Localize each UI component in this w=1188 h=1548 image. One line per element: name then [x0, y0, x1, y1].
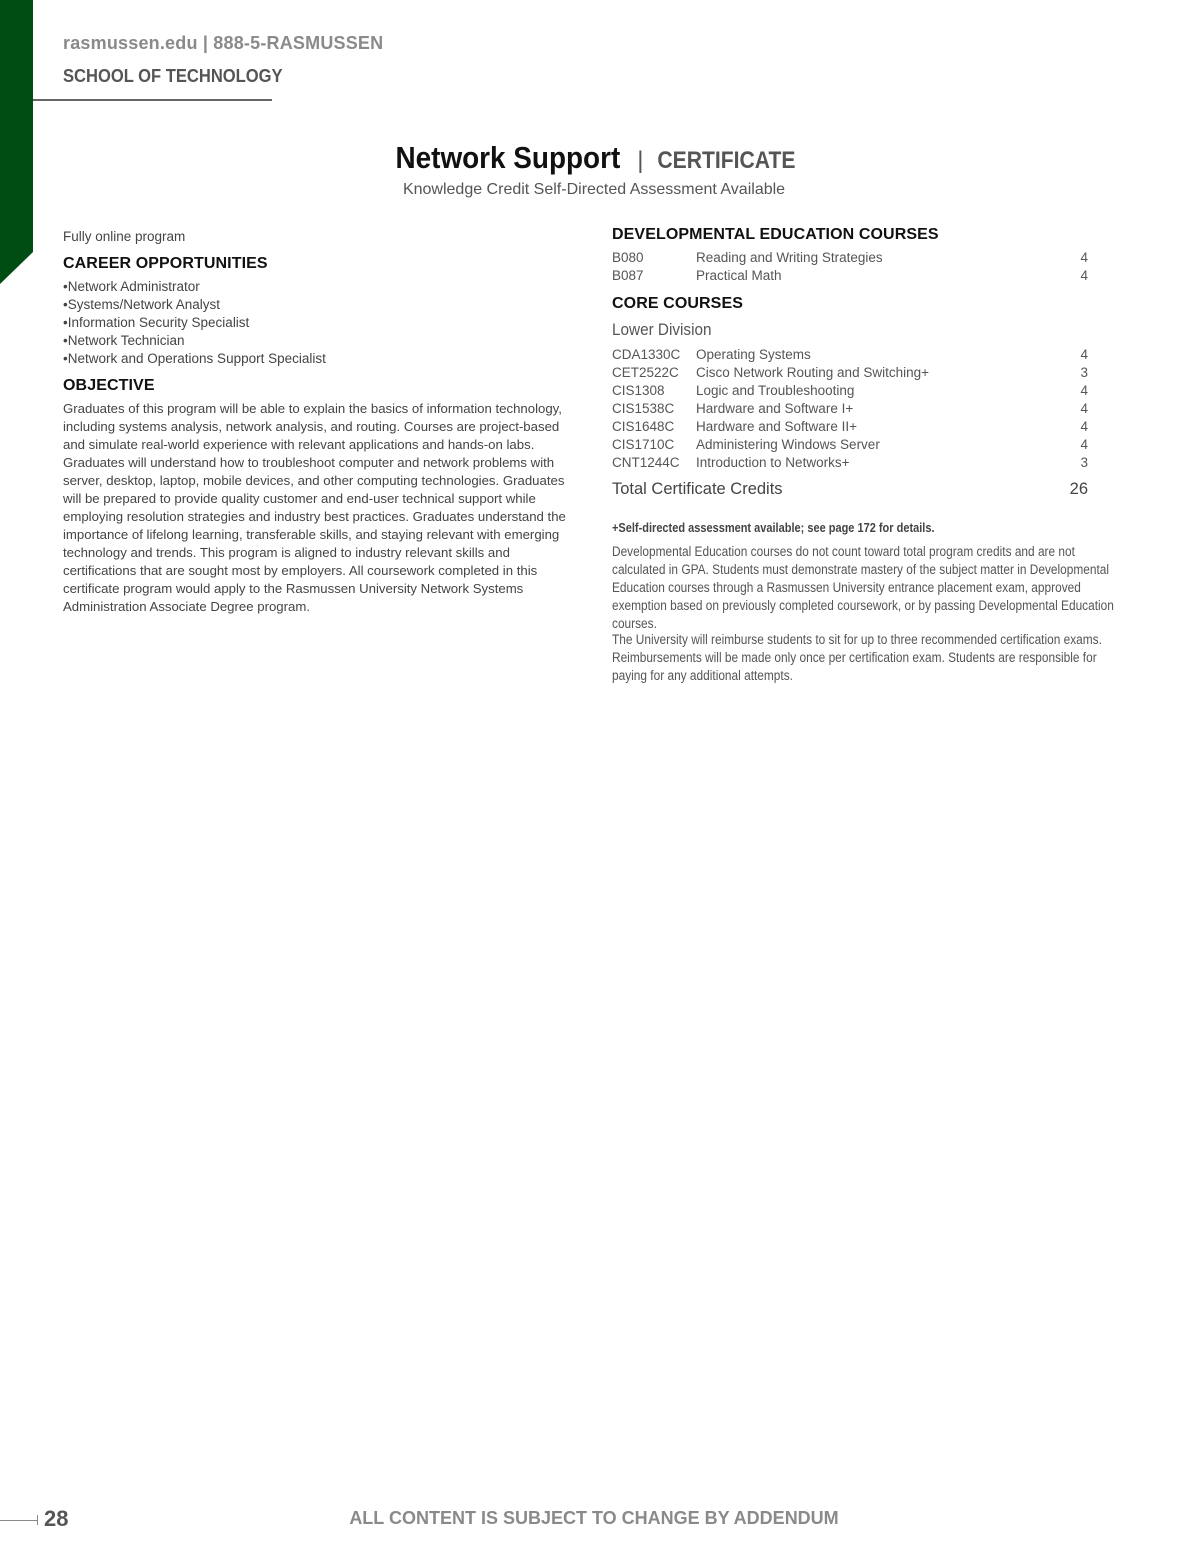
course-code: B087	[612, 268, 644, 283]
course-credits: 3	[1080, 455, 1088, 470]
table-row	[612, 436, 1088, 454]
assessment-note: +Self-directed assessment available; see page 172 for details.	[612, 521, 935, 535]
page-title	[0, 140, 1188, 176]
right-column	[612, 226, 1132, 685]
list-item: • Network Technician	[63, 332, 583, 350]
course-code: CNT1244C	[612, 455, 680, 470]
school-name: SCHOOL OF TECHNOLOGY	[63, 66, 283, 86]
course-credits: 4	[1080, 383, 1088, 398]
objective-heading: OBJECTIVE	[63, 377, 155, 394]
reimbursement-fine-print: The University will reimburse students to sit for up to three recommended certification exams. Reimbursements will be made only once per certification exam. Students are responsible for paying for any additional attempts.	[612, 632, 1102, 683]
total-credits-value: 26	[1069, 480, 1088, 498]
course-code: CIS1308	[612, 383, 665, 398]
table-row	[612, 346, 1088, 364]
course-credits: 3	[1080, 365, 1088, 380]
site-contact-line[interactable]: rasmussen.edu | 888-5-RASMUSSEN	[63, 33, 384, 53]
delivery-mode: Fully online program	[63, 229, 186, 244]
course-credits: 4	[1080, 437, 1088, 452]
objective-text: Graduates of this program will be able to explain the basics of information technology, including systems analysis, network analysis, and routing. Courses are project-based and simulate real-world experience with relevant applications and hands-on labs. Graduates will understand how to troubleshoot computer and network problems with server, desktop, laptop, mobile devices, and other computing technologies. Graduates will be prepared to provide quality customer and end-user technical support while employing resolution strategies and industry best practices. Graduates understand the importance of lifelong learning, transferable skills, and staying relevant with emerging technology and trends. This program is aligned to industry relevant skills and certifications that are sought most by employers. All coursework completed in this certificate program would apply to the Rasmussen University Network Systems Administration Associate Degree program.	[63, 401, 566, 614]
course-name: Practical Math	[696, 268, 782, 283]
course-code: CIS1538C	[612, 401, 675, 416]
page-subtitle: Knowledge Credit Self-Directed Assessment Available	[402, 181, 786, 198]
page-number: 28	[44, 1506, 69, 1531]
course-name: Logic and Troubleshooting	[696, 383, 855, 398]
list-item: • Network and Operations Support Specialist	[63, 350, 583, 368]
list-item: • Network Administrator	[63, 278, 583, 296]
header-divider	[33, 99, 272, 101]
program-type: CERTIFICATE	[657, 147, 796, 174]
table-row	[612, 364, 1088, 382]
course-credits: 4	[1080, 419, 1088, 434]
table-row	[612, 382, 1088, 400]
course-code: CDA1330C	[612, 347, 681, 362]
dev-courses-heading: DEVELOPMENTAL EDUCATION COURSES	[612, 226, 939, 243]
left-column	[63, 228, 583, 616]
course-credits: 4	[1080, 250, 1088, 265]
course-name: Reading and Writing Strategies	[696, 250, 883, 265]
table-row	[612, 267, 1088, 285]
table-row	[612, 418, 1088, 436]
course-code: CIS1710C	[612, 437, 675, 452]
core-courses-heading: CORE COURSES	[612, 295, 743, 312]
career-list	[63, 278, 583, 368]
dev-course-table	[612, 249, 1132, 285]
course-credits: 4	[1080, 347, 1088, 362]
course-name: Hardware and Software II+	[696, 419, 857, 434]
total-credits-label: Total Certificate Credits	[612, 480, 783, 498]
course-credits: 4	[1080, 401, 1088, 416]
total-credits-row	[612, 480, 1088, 499]
table-row	[612, 249, 1088, 267]
core-course-table	[612, 346, 1132, 472]
course-name: Cisco Network Routing and Switching+	[696, 365, 929, 380]
table-row	[612, 454, 1088, 472]
course-credits: 4	[1080, 268, 1088, 283]
course-name: Hardware and Software I+	[696, 401, 854, 416]
lower-division-label: Lower Division	[612, 320, 712, 339]
course-code: B080	[612, 250, 644, 265]
course-name: Introduction to Networks+	[696, 455, 850, 470]
title-separator: |	[637, 147, 644, 174]
footer-notice: ALL CONTENT IS SUBJECT TO CHANGE BY ADDENDUM	[349, 1508, 839, 1528]
course-code: CIS1648C	[612, 419, 675, 434]
course-name: Operating Systems	[696, 347, 811, 362]
career-heading: CAREER OPPORTUNITIES	[63, 255, 268, 272]
course-code: CET2522C	[612, 365, 679, 380]
program-name: Network Support	[395, 140, 621, 175]
list-item: • Information Security Specialist	[63, 314, 583, 332]
course-name: Administering Windows Server	[696, 437, 880, 452]
dev-ed-fine-print: Developmental Education courses do not count toward total program credits and are not calculated in GPA. Students must demonstrate mastery of the subject matter in Developmental Education courses through a Rasmussen University entrance placement exam, approved exemption based on previously completed coursework, or by passing Developmental Education courses.	[612, 544, 1114, 631]
table-row	[612, 400, 1088, 418]
list-item: • Systems/Network Analyst	[63, 296, 583, 314]
